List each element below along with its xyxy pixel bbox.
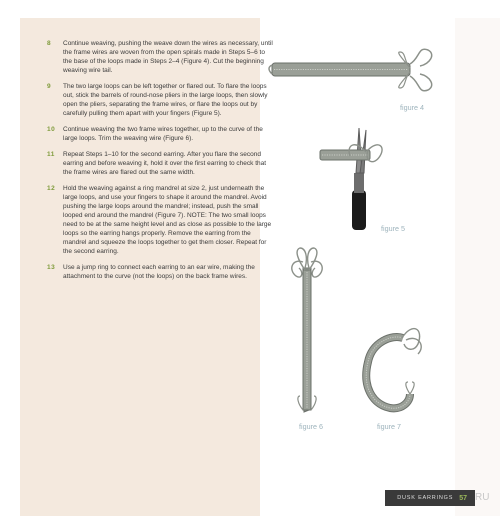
step-text: Use a jump ring to connect each earring to an ear wire, making the attachment to the curve (not the loops) on the back frame wires.	[63, 264, 255, 280]
step-number: 12	[47, 185, 56, 192]
step-number: 8	[47, 40, 52, 47]
footer-section-title: DUSK EARRINGS	[397, 495, 454, 501]
page-footer	[385, 490, 475, 506]
figure-7-image	[366, 329, 421, 409]
figure-5-caption: figure 5	[381, 224, 405, 233]
step-number: 11	[47, 151, 55, 158]
step-number: 9	[47, 83, 52, 90]
page-number: 57	[459, 494, 467, 502]
figure-4-caption: figure 4	[400, 103, 424, 112]
watermark: RU	[475, 492, 490, 503]
step-text: Hold the weaving against a ring mandrel at size 2, just underneath the large loops, and use your fingers to shape it around the mandrel. Avoid pushing the large loops around the mandrel; instead, push the small looped end around the mandrel (Figure 7). NOTE: The two small loops need to be at the same height level and as close as possible to the large loops so the earring hangs properly. Remove the earring from the mandrel and squeeze the loops together to get them closer. Repeat for the second earring.	[63, 185, 272, 255]
figure-6-image	[292, 248, 322, 412]
step-text: The two large loops can be left together or flared out. To flare the loops out, stick the barrels of round-nose pliers in the large loops, then slowly open the pliers, separating the frame wires, or flare the loops out by carefully pulling them apart with your fingers (Figure 5).	[63, 83, 268, 117]
step-number: 10	[47, 126, 56, 133]
step-text: Continue weaving, pushing the weave down the wires as necessary, until the frame wires are woven from the open spirals made in Steps 5–6 to the base of the loops made in Steps 2–4 (Figure 4). Cut the beginning weaving wire tail.	[63, 40, 273, 74]
step-number: 13	[47, 264, 56, 271]
figure-6-caption: figure 6	[299, 422, 323, 431]
figure-7-caption: figure 7	[377, 422, 401, 431]
step-text: Continue weaving the two frame wires together, up to the curve of the large loops. Trim the weaving wire (Figure 6).	[63, 126, 263, 142]
figure-4-image	[269, 49, 432, 91]
step-text: Repeat Steps 1–10 for the second earring. After you flare the second earring and before weaving it, hold it over the first earring to check that the frame wires are flared out the same width.	[63, 151, 267, 176]
figure-5-image	[320, 128, 382, 230]
